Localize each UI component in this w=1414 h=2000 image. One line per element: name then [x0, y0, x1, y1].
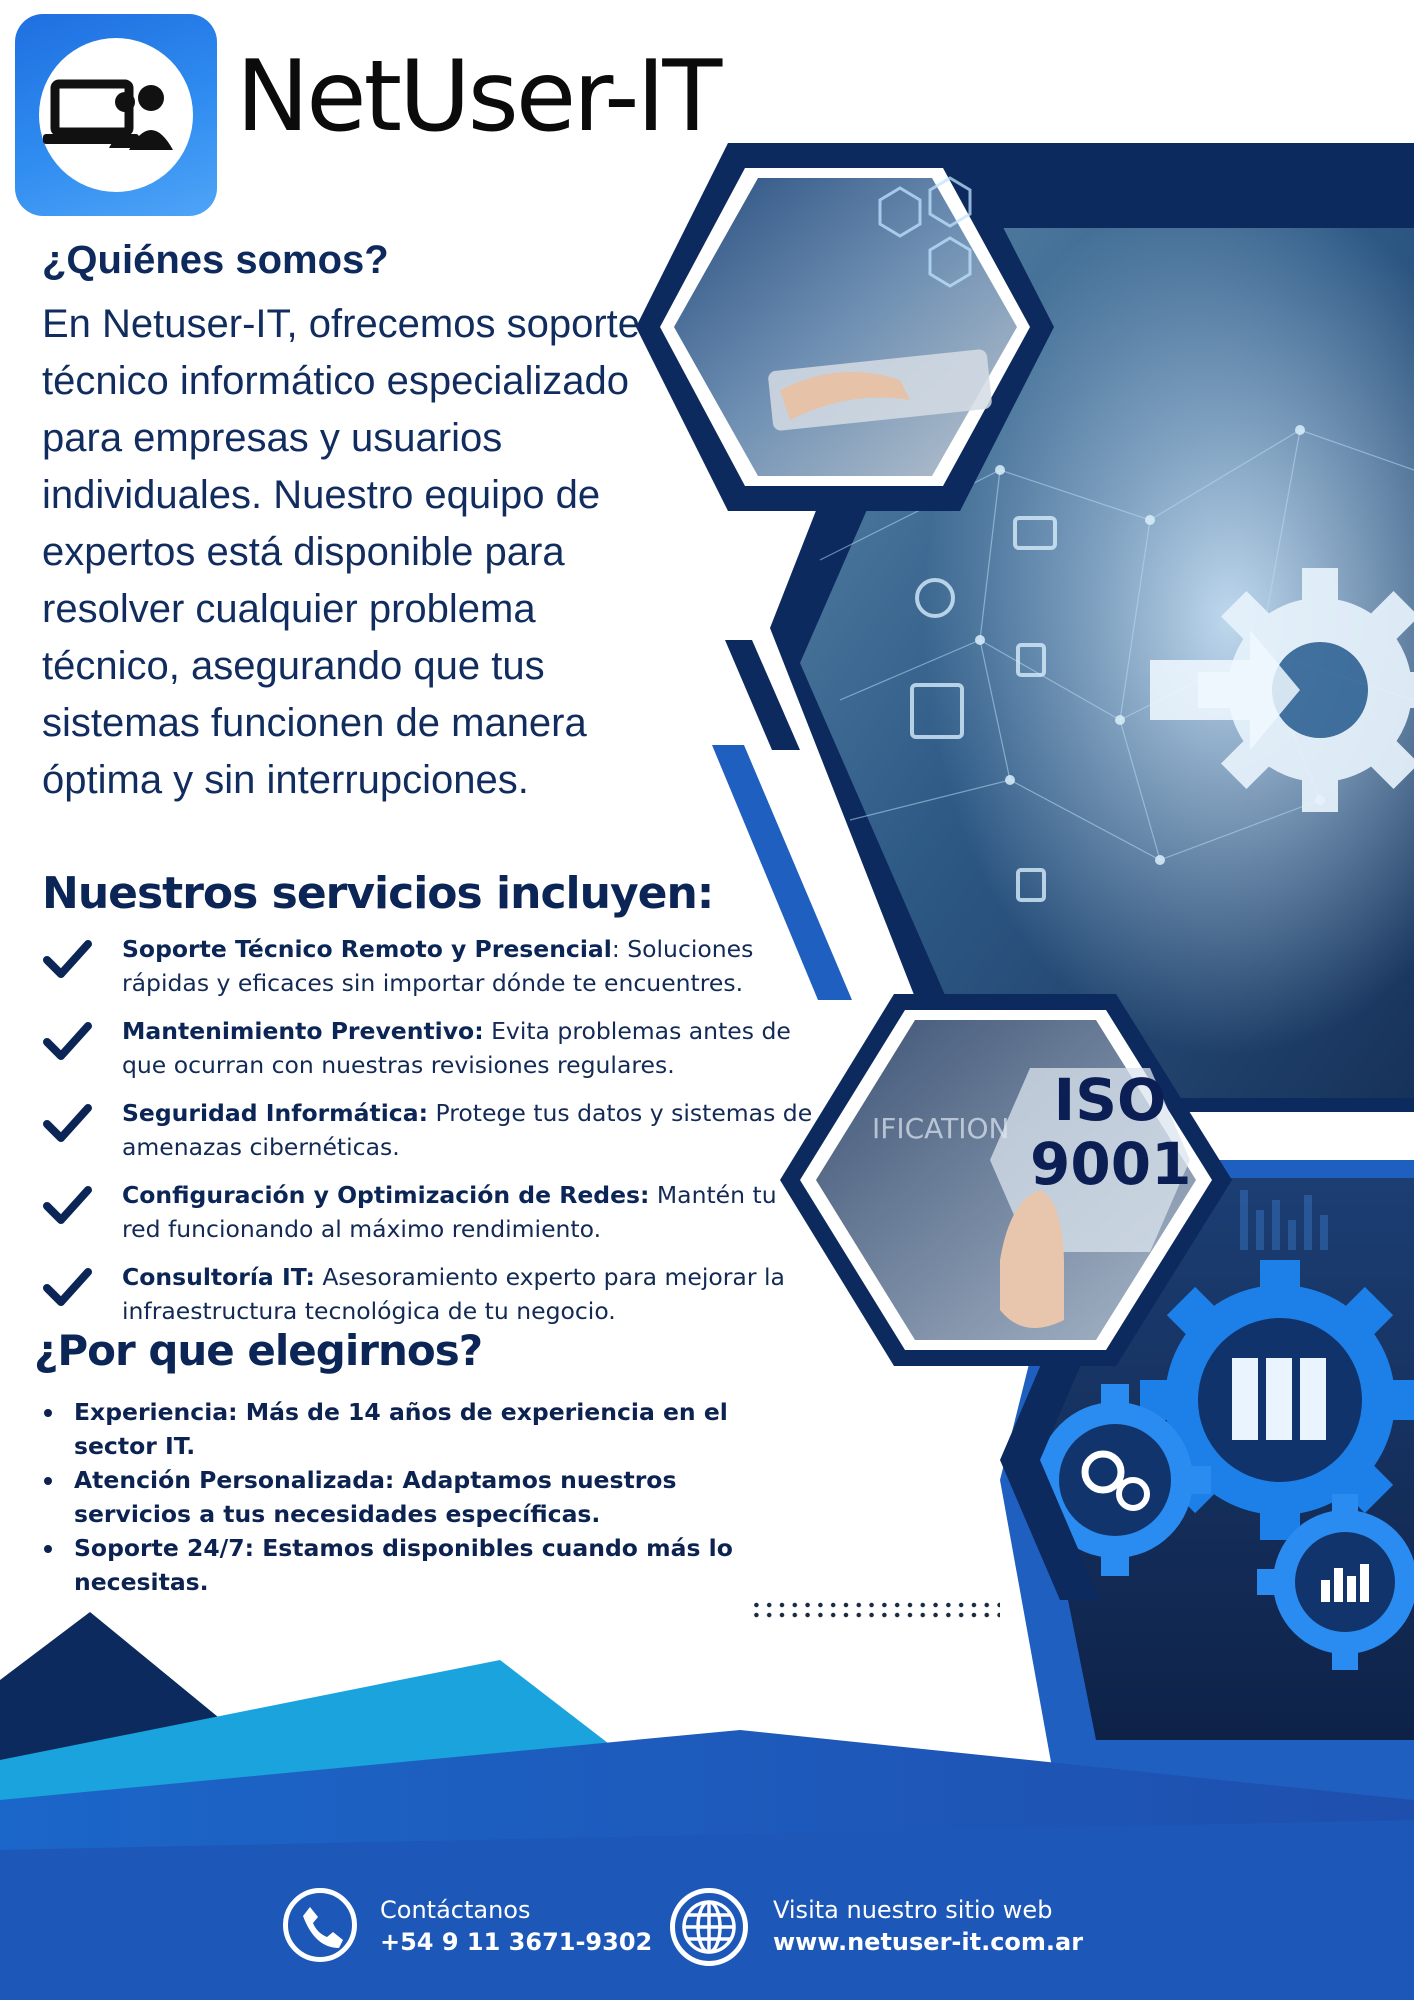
list-item [40, 932, 820, 1000]
list-item [40, 1096, 820, 1164]
contact-phone[interactable]: +54 9 11 3671-9302 [380, 1928, 653, 1956]
check-icon [42, 1266, 92, 1308]
service-desc: Soluciones rápidas y eficaces sin importar dónde te encuentres. [122, 935, 754, 997]
phone-icon[interactable] [283, 1888, 357, 1962]
service-title: Consultoría IT: [122, 1263, 315, 1291]
list-item [40, 1178, 820, 1246]
check-icon [42, 1184, 92, 1226]
iso-bg-text: IFICATION [872, 1112, 1010, 1145]
list-item: Atención Personalizada: Adaptamos nuestros servicios a tus necesidades específicas. [40, 1463, 740, 1531]
website-block [773, 1894, 1083, 1958]
list-item: Experiencia: Más de 14 años de experiencia en el sector IT. [40, 1395, 740, 1463]
services-heading: Nuestros servicios incluyen: [42, 868, 714, 919]
service-title: Soporte Técnico Remoto y Presencial [122, 935, 612, 963]
iso-badge [1030, 1068, 1190, 1196]
service-title: Mantenimiento Preventivo: [122, 1017, 484, 1045]
list-item: Soporte 24/7: Estamos disponibles cuando más lo necesitas. [40, 1531, 740, 1599]
service-desc: Mantén tu red funcionando al máximo rendimiento. [122, 1181, 777, 1243]
why-list [40, 1395, 740, 1599]
list-item [40, 1014, 820, 1082]
contact-label: Contáctanos [380, 1896, 531, 1924]
check-icon [42, 1020, 92, 1062]
contact-block [380, 1894, 652, 1958]
about-paragraph: En Netuser-IT, ofrecemos soporte técnico informático especializado para empresas y usuarios individuales. Nuestro equipo de expertos está disponible para resolver cualquier problema técnico, asegurando que tus sistemas funcionen de manera óptima y sin interrupciones. [42, 302, 641, 802]
service-sep: : [611, 935, 620, 963]
website-label: Visita nuestro sitio web [773, 1896, 1053, 1924]
website-url[interactable]: www.netuser-it.com.ar [773, 1928, 1084, 1956]
check-icon [42, 1102, 92, 1144]
iso-number: 9001 [1030, 1130, 1192, 1198]
service-title: Seguridad Informática: [122, 1099, 428, 1127]
check-icon [42, 938, 92, 980]
iso-label: ISO [1053, 1066, 1167, 1134]
why-heading: ¿Por que elegirnos? [34, 1326, 483, 1375]
service-desc: Evita problemas antes de que ocurran con nuestras revisiones regulares. [122, 1017, 791, 1079]
list-item [40, 1260, 820, 1328]
service-desc: Asesoramiento experto para mejorar la infraestructura tecnológica de tu negocio. [122, 1263, 785, 1325]
brand-name: NetUser-IT [236, 40, 720, 154]
services-list [40, 932, 820, 1342]
globe-icon[interactable] [670, 1888, 748, 1966]
about-heading: ¿Quiénes somos? [42, 238, 389, 282]
service-desc: Protege tus datos y sistemas de amenazas cibernéticas. [122, 1099, 813, 1161]
dot-pattern [750, 1600, 1000, 1620]
service-title: Configuración y Optimización de Redes: [122, 1181, 650, 1209]
